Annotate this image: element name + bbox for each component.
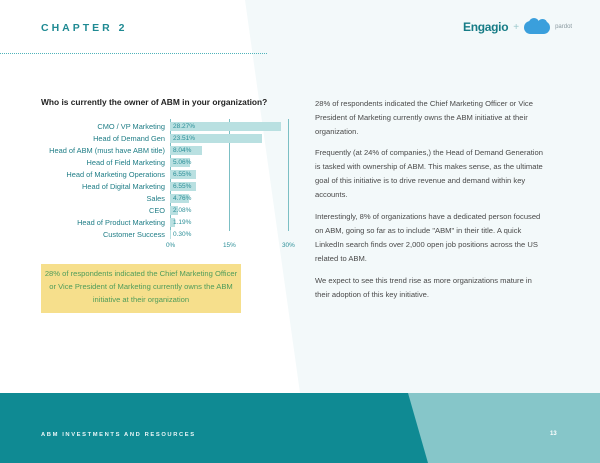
bar-value: 1.19% — [173, 219, 192, 226]
partner-logos — [463, 17, 572, 37]
bar-value: 28.27% — [173, 123, 196, 130]
body-paragraph: Interestingly, 8% of organizations have a dedicated person focused on ABM, going so far as to include "ABM" in their title. A quick LinkedIn search finds over 2,000 open job positions across the US related to ABM. — [315, 212, 541, 263]
chart-row — [0, 145, 300, 156]
bar-label: Head of Field Marketing — [86, 158, 165, 167]
bar-label: CEO — [148, 206, 165, 215]
chart-row — [0, 193, 300, 204]
bar-value: 4.76% — [173, 195, 192, 202]
chart-row — [0, 217, 300, 228]
bar-value: 6.55% — [173, 171, 192, 178]
x-tick: 30% — [282, 242, 295, 249]
body-paragraph: 28% of respondents indicated the Chief Marketing Officer or Vice President of Marketing currently owns the ABM initiative at their organization. — [315, 99, 533, 136]
footer-section-title: ABM INVESTMENTS AND RESOURCES — [41, 432, 196, 438]
bar — [170, 230, 171, 239]
chart-row — [0, 229, 300, 240]
bar-value: 0.30% — [173, 231, 192, 238]
chart-row — [0, 157, 300, 168]
chart-row — [0, 121, 300, 132]
bar-label: Head of Demand Gen — [93, 134, 165, 143]
dotted-divider — [0, 53, 267, 54]
bar-label: Head of ABM (must have ABM title) — [49, 146, 165, 155]
x-tick: 0% — [166, 242, 176, 249]
body-paragraph: We expect to see this trend rise as more organizations mature in their adoption of this key initiative. — [315, 276, 532, 299]
bar-chart — [0, 119, 300, 249]
bar-value: 5.06% — [173, 159, 192, 166]
salesforce-cloud-icon — [524, 21, 550, 34]
bar-label: Sales — [146, 194, 165, 203]
chart-row — [0, 169, 300, 180]
chart-row — [0, 133, 300, 144]
x-tick: 15% — [223, 242, 236, 249]
bar-value: 6.55% — [173, 183, 192, 190]
pardot-logo: pardot — [555, 24, 573, 30]
plus-sign: + — [513, 21, 520, 33]
engagio-logo: Engagio — [463, 20, 509, 34]
bar-label: Head of Marketing Operations — [66, 170, 165, 179]
chart-row — [0, 205, 300, 216]
bar-label: Head of Digital Marketing — [82, 182, 165, 191]
page-number: 13 — [550, 431, 557, 437]
bar-label: Head of Product Marketing — [77, 218, 165, 227]
bar-value: 8.04% — [173, 147, 192, 154]
chart-title: Who is currently the owner of ABM in your organization? — [41, 97, 268, 107]
chart-row — [0, 181, 300, 192]
bar-label: Customer Success — [102, 230, 165, 239]
pull-quote-callout: 28% of respondents indicated the Chief Marketing Officer or Vice President of Marketing currently owns the ABM initiative at their organization — [41, 264, 241, 313]
bar-label: CMO / VP Marketing — [97, 122, 165, 131]
body-paragraph: Frequently (at 24% of companies,) the Head of Demand Generation is tasked with ownership of ABM. This makes sense, as the ultimate goal of this initiative is to drive revenue and demand within key accounts. — [315, 148, 543, 199]
bar-value: 23.51% — [173, 135, 196, 142]
chapter-heading: CHAPTER 2 — [41, 22, 128, 34]
bar-value: 2.08% — [173, 207, 192, 214]
